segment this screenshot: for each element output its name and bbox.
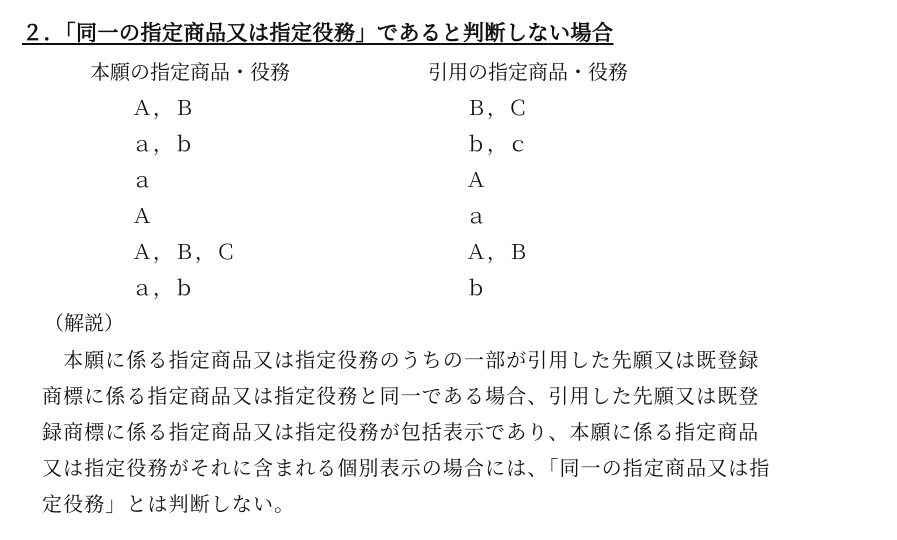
table-row xyxy=(0,198,897,234)
commentary-paragraph xyxy=(42,342,872,522)
commentary-line: 録商標に係る指定商品又は指定役務が包括表示であり、本願に係る指定商品 xyxy=(42,420,760,444)
table-row xyxy=(0,162,897,198)
commentary-line: 定役務」とは判断しない。 xyxy=(42,492,296,516)
table-row xyxy=(0,90,897,126)
applied-goods-cell: Ａ xyxy=(132,204,153,228)
applied-goods-cell: ａ，ｂ xyxy=(132,276,195,300)
table-row xyxy=(0,270,897,306)
cited-goods-cell: Ａ，Ｂ xyxy=(466,240,529,264)
applied-goods-cell: Ａ，Ｂ，Ｃ xyxy=(132,240,237,264)
commentary-line: 商標に係る指定商品又は指定役務と同一である場合、引用した先願又は既登 xyxy=(42,384,760,408)
cited-goods-cell: ｂ xyxy=(466,276,487,300)
applied-goods-cell: Ａ，Ｂ xyxy=(132,96,195,120)
applied-goods-cell: ａ，ｂ xyxy=(132,132,195,156)
cited-goods-cell: ａ xyxy=(466,204,487,228)
commentary-label: （解説） xyxy=(44,311,124,335)
table-row xyxy=(0,234,897,270)
right-column-header: 引用の指定商品・役務 xyxy=(428,60,628,84)
left-column-header: 本願の指定商品・役務 xyxy=(90,60,290,84)
cited-goods-cell: Ｂ，Ｃ xyxy=(466,96,529,120)
table-row xyxy=(0,126,897,162)
commentary-line: 本願に係る指定商品又は指定役務のうちの一部が引用した先願又は既登録 xyxy=(42,348,760,372)
cited-goods-cell: Ａ xyxy=(466,168,487,192)
cited-goods-cell: ｂ，ｃ xyxy=(466,132,529,156)
applied-goods-cell: ａ xyxy=(132,168,153,192)
commentary-line: 又は指定役務がそれに含まれる個別表示の場合には、「同一の指定商品又は指 xyxy=(42,456,771,480)
comparison-table xyxy=(0,90,897,306)
section-heading: ２．「同一の指定商品又は指定役務」であると判断しない場合 xyxy=(22,21,614,45)
